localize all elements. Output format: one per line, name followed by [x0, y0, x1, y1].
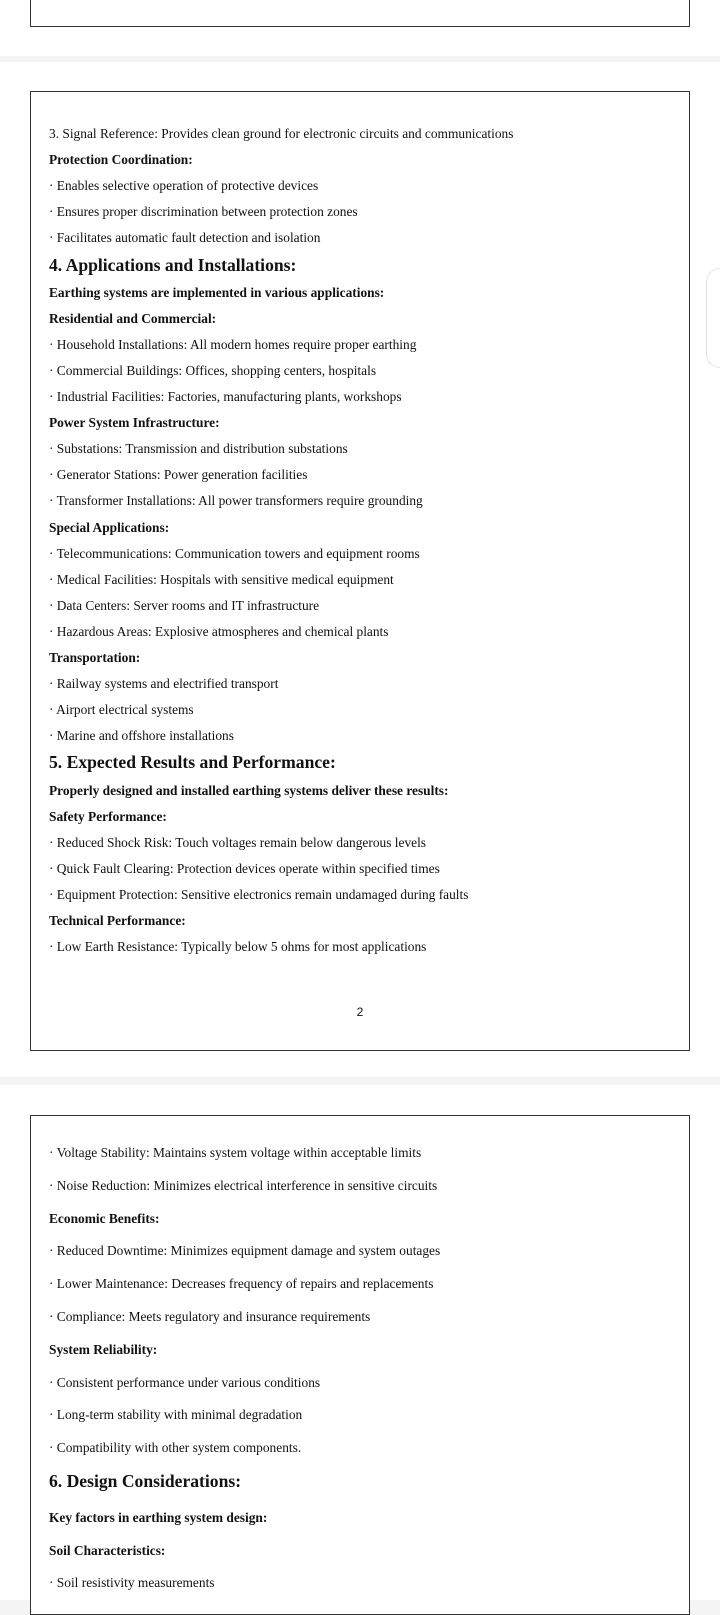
paragraph-line: · Telecommunications: Communication towers and equipment rooms	[49, 545, 420, 561]
paragraph-line: · Consistent performance under various conditions	[49, 1374, 321, 1390]
paragraph-line: · Transformer Installations: All power transformers require grounding	[49, 493, 423, 509]
subheading: Key factors in earthing system design:	[49, 1509, 268, 1525]
paragraph-line: · Data Centers: Server rooms and IT infrastructure	[49, 597, 320, 613]
paragraph-line: · Marine and offshore installations	[49, 728, 234, 744]
subheading: System Reliability:	[49, 1341, 158, 1357]
paragraph-line: · Low Earth Resistance: Typically below 5 ohms for most applications	[49, 939, 427, 955]
paragraph-line: · Reduced Shock Risk: Touch voltages remain below dangerous levels	[49, 834, 427, 850]
paragraph-line: · Substations: Transmission and distribution substations	[49, 441, 348, 457]
paragraph-line: · Voltage Stability: Maintains system voltage within acceptable limits	[49, 1145, 422, 1160]
page-1-card	[0, 0, 720, 56]
paragraph-line: · Long-term stability with minimal degradation	[49, 1407, 303, 1423]
subheading: Properly designed and installed earthing systems deliver these results:	[49, 782, 449, 798]
paragraph-line: · Medical Facilities: Hospitals with sensitive medical equipment	[49, 571, 394, 587]
subheading: Safety Performance:	[49, 808, 167, 824]
subheading: Special Applications:	[49, 519, 170, 535]
paragraph-line: · Facilitates automatic fault detection and isolation	[49, 230, 321, 246]
paragraph-line: · Railway systems and electrified transport	[49, 676, 279, 692]
subheading: Technical Performance:	[49, 913, 186, 928]
paragraph-line: · Quick Fault Clearing: Protection devices operate within specified times	[49, 860, 440, 876]
subheading: Protection Coordination:	[49, 152, 193, 168]
subheading: Power System Infrastructure:	[49, 415, 220, 431]
page-2-card	[0, 62, 720, 1077]
paragraph-line: · Ensures proper discrimination between protection zones	[49, 204, 358, 220]
subheading: Residential and Commercial:	[49, 310, 217, 326]
subheading: Transportation:	[49, 650, 141, 665]
paragraph-line: · Compliance: Meets regulatory and insurance requirements	[49, 1309, 371, 1324]
paragraph-line: · Household Installations: All modern homes require proper earthing	[49, 336, 417, 352]
subheading: Soil Characteristics:	[49, 1542, 166, 1558]
paragraph-line: · Lower Maintenance: Decreases frequency of repairs and replacements	[49, 1276, 434, 1292]
paragraph-line: 3. Signal Reference: Provides clean ground for electronic circuits and communications	[49, 126, 514, 141]
paragraph-line: · Enables selective operation of protective devices	[49, 178, 319, 194]
section-heading: 6. Design Considerations:	[49, 1471, 242, 1491]
paragraph-line: · Commercial Buildings: Offices, shopping centers, hospitals	[49, 362, 377, 378]
paragraph-line: · Equipment Protection: Sensitive electronics remain undamaged during faults	[49, 886, 469, 902]
paragraph-line: · Soil resistivity measurements	[49, 1575, 215, 1591]
paragraph-line: · Industrial Facilities: Factories, manufacturing plants, workshops	[49, 389, 402, 404]
section-heading: 4. Applications and Installations:	[49, 254, 297, 275]
paragraph-line: · Noise Reduction: Minimizes electrical interference in sensitive circuits	[49, 1177, 438, 1193]
page-number: 2	[356, 1005, 364, 1019]
paragraph-line: · Hazardous Areas: Explosive atmospheres and chemical plants	[49, 623, 389, 639]
paragraph-line: · Compatibility with other system components.	[49, 1440, 302, 1456]
paragraph-line: · Generator Stations: Power generation facilities	[49, 467, 308, 483]
page-3-card	[0, 1085, 720, 1600]
side-scroll-handle[interactable]	[706, 268, 720, 368]
paragraph-line: · Airport electrical systems	[49, 702, 194, 718]
subheading: Earthing systems are implemented in various applications:	[49, 284, 385, 300]
page-1-frame	[30, 0, 690, 27]
subheading: Economic Benefits:	[49, 1210, 160, 1226]
paragraph-line: · Reduced Downtime: Minimizes equipment damage and system outages	[49, 1243, 441, 1259]
section-heading: 5. Expected Results and Performance:	[49, 752, 336, 773]
